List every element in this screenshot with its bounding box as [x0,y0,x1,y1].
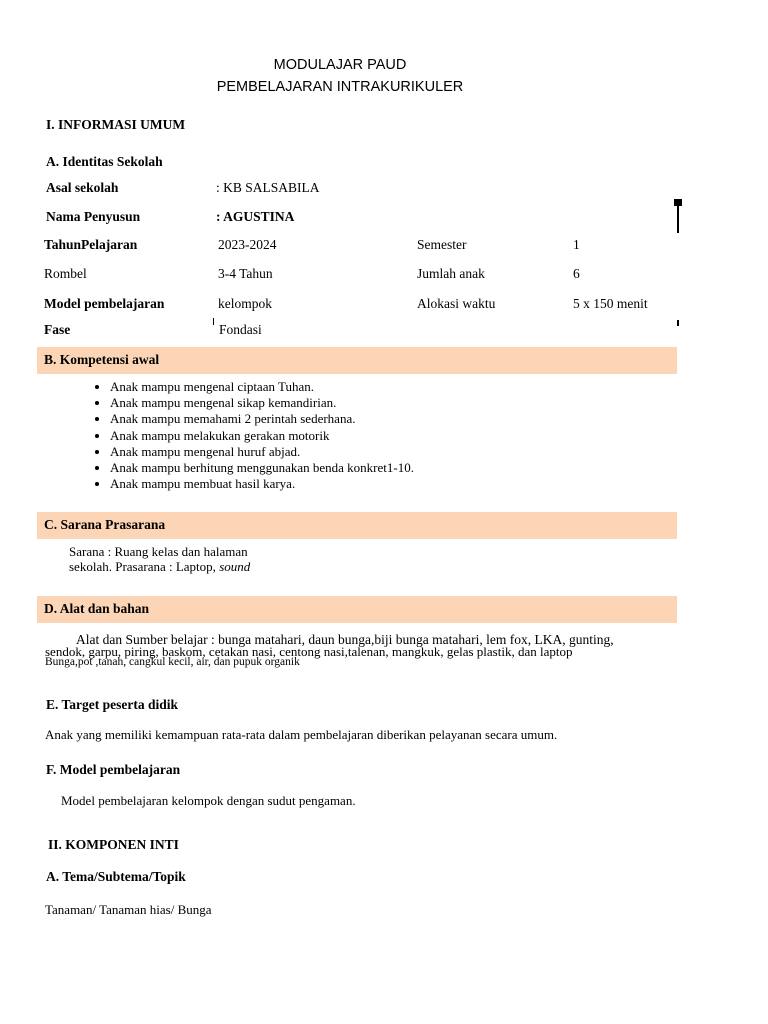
alat-bahan-line2: sendok, garpu, piring, baskom, cetakan nasi, centong nasi,talenan, mangkuk, gelas plastik, dan laptop [45,644,573,659]
prasarana-text: sekolah. Prasarana : Laptop, sound [69,559,251,574]
document-title-line1: MODULAJAR PAUD [273,57,407,73]
document-title-line2: PEMBELAJARAN INTRAKURIKULER [216,79,464,95]
list-item: • Anak mampu mengenal sikap kemandirian. [110,395,414,411]
nama-penyusun-value: : AGUSTINA [216,209,295,224]
model-pembelajaran-value: kelompok [218,296,272,311]
sarana-prasarana-heading: C. Sarana Prasarana [44,517,166,532]
tahun-pelajaran-value: 2023-2024 [218,237,277,252]
nama-penyusun-label: Nama Penyusun [46,209,141,224]
page-marker [674,199,682,206]
model-pembelajaran-text: Model pembelajaran kelompok dengan sudut pengaman. [61,793,356,808]
kompetensi-awal-heading: B. Kompetensi awal [44,352,160,367]
model-pembelajaran-heading: F. Model pembelajaran [46,762,181,777]
alat-bahan-line1: Alat dan Sumber belajar : bunga matahari, daun bunga,biji bunga matahari, lem fox, LKA, gunting, [76,632,614,647]
asal-sekolah-label: Asal sekolah [46,180,119,195]
list-item: • Anak mampu memahami 2 perintah sederhana. [110,411,414,427]
semester-label: Semester [417,237,467,252]
section-1-heading: I. INFORMASI UMUM [46,117,186,132]
table-border-tick [677,320,679,326]
alokasi-waktu-label: Alokasi waktu [417,296,496,311]
asal-sekolah-value: : KB SALSABILA [216,180,320,195]
kompetensi-awal-list [88,379,414,492]
alat-bahan-band [37,596,677,623]
fase-value: Fondasi [219,322,262,337]
list-item: • Anak mampu mengenal huruf abjad. [110,444,414,460]
jumlah-anak-label: Jumlah anak [417,266,485,281]
tahun-pelajaran-label: TahunPelajaran [44,237,138,252]
section-2-heading: II. KOMPONEN INTI [48,837,179,852]
tema-heading: A. Tema/Subtema/Topik [46,869,186,884]
fase-label: Fase [44,322,71,337]
rombel-label: Rombel [44,266,87,281]
table-border-tick [213,318,214,325]
sarana-text: Sarana : Ruang kelas dan halaman [69,544,248,559]
list-item: • Anak mampu mengenal ciptaan Tuhan. [110,379,414,395]
list-item: • Anak mampu membuat hasil karya. [110,476,414,492]
model-pembelajaran-label: Model pembelajaran [44,296,165,311]
kompetensi-awal-band [37,347,677,374]
page-marker-line [677,206,679,233]
alat-bahan-heading: D. Alat dan bahan [44,601,150,616]
target-peserta-text: Anak yang memiliki kemampuan rata-rata dalam pembelajaran diberikan pelayanan secara umum. [45,727,558,742]
list-item: • Anak mampu melakukan gerakan motorik [110,428,414,444]
target-peserta-heading: E. Target peserta didik [46,697,179,712]
list-item: • Anak mampu berhitung menggunakan benda konkret1-10. [110,460,414,476]
rombel-value: 3-4 Tahun [218,266,273,281]
tema-text: Tanaman/ Tanaman hias/ Bunga [45,902,212,917]
identitas-sekolah-heading: A. Identitas Sekolah [46,154,163,169]
sarana-prasarana-band [37,512,677,539]
alokasi-waktu-value: 5 x 150 menit [573,296,648,311]
semester-value: 1 [573,237,580,252]
jumlah-anak-value: 6 [573,266,580,281]
alat-bahan-line3: Bunga,pot ,tanah, cangkul kecil, air, dan pupuk organik [45,656,300,668]
